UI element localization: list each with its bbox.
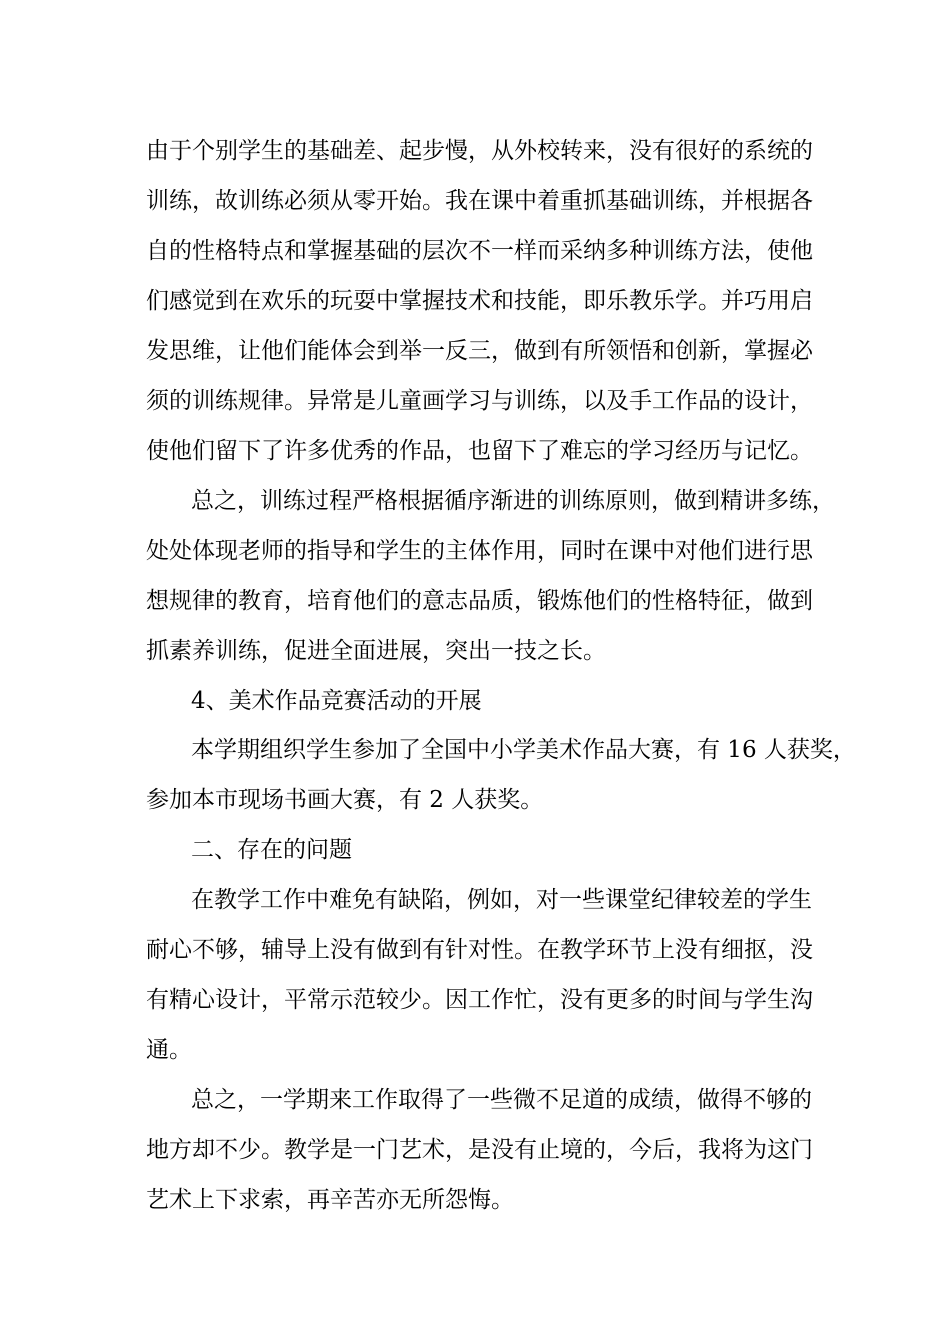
paragraph-2-line-4: 抓素养训练，促进全面进展，突出一技之长。 bbox=[146, 638, 606, 664]
section-heading-4: 4、美术作品竞赛活动的开展 bbox=[191, 688, 482, 714]
paragraph-5-line-1: 总之，一学期来工作取得了一些微不足道的成绩，做得不够的 bbox=[191, 1087, 812, 1113]
paragraph-5-line-2: 地方却不少。教学是一门艺术，是没有止境的，今后，我将为这门 bbox=[146, 1137, 813, 1163]
paragraph-1-line-2: 训练，故训练必须从零开始。我在课中着重抓基础训练，并根据各 bbox=[146, 188, 813, 214]
paragraph-3-line-2: 参加本市现场书画大赛，有 2 人获奖。 bbox=[146, 787, 544, 813]
paragraph-2-line-3: 想规律的教育，培育他们的意志品质，锻炼他们的性格特征，做到 bbox=[146, 588, 813, 614]
paragraph-5-line-3: 艺术上下求索，再辛苦亦无所怨悔。 bbox=[146, 1187, 514, 1213]
paragraph-4-line-4: 通。 bbox=[146, 1037, 192, 1063]
paragraph-1-line-6: 须的训练规律。异常是儿童画学习与训练，以及手工作品的设计， bbox=[146, 388, 813, 414]
paragraph-2-line-1: 总之，训练过程严格根据循序渐进的训练原则，做到精讲多练， bbox=[191, 488, 835, 514]
paragraph-4-line-3: 有精心设计，平常示范较少。因工作忙，没有更多的时间与学生沟 bbox=[146, 987, 813, 1013]
paragraph-1-line-3: 自的性格特点和掌握基础的层次不一样而采纳多种训练方法，使他 bbox=[146, 238, 813, 264]
paragraph-4-line-2: 耐心不够，辅导上没有做到有针对性。在教学环节上没有细抠，没 bbox=[146, 937, 813, 963]
section-heading-problems: 二、存在的问题 bbox=[191, 837, 352, 863]
paragraph-1-line-7: 使他们留下了许多优秀的作品，也留下了难忘的学习经历与记忆。 bbox=[146, 438, 813, 464]
paragraph-2-line-2: 处处体现老师的指导和学生的主体作用，同时在课中对他们进行思 bbox=[146, 538, 813, 564]
paragraph-1-line-1: 由于个别学生的基础差、起步慢，从外校转来，没有很好的系统的 bbox=[146, 138, 813, 164]
paragraph-4-line-1: 在教学工作中难免有缺陷，例如，对一些课堂纪律较差的学生 bbox=[191, 887, 812, 913]
paragraph-3-line-1: 本学期组织学生参加了全国中小学美术作品大赛，有 16 人获奖， bbox=[191, 737, 856, 763]
paragraph-1-line-5: 发思维，让他们能体会到举一反三，做到有所领悟和创新，掌握必 bbox=[146, 338, 813, 364]
paragraph-1-line-4: 们感觉到在欢乐的玩耍中掌握技术和技能，即乐教乐学。并巧用启 bbox=[146, 288, 813, 314]
